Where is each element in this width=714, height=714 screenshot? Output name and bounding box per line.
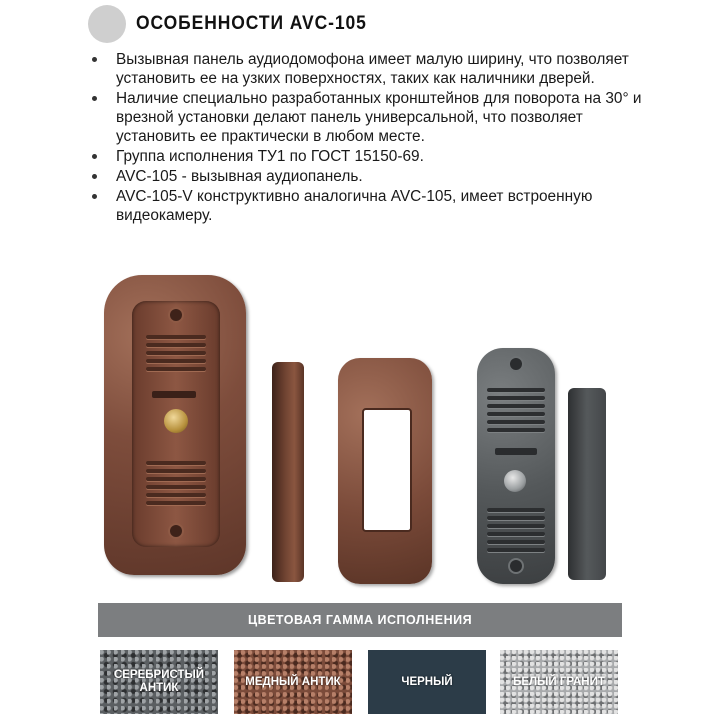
feature-text: Вызывная панель аудиодомофона имеет малую ширину, что позволяет установить ее на узких поверхностях, таких как наличники дверей. bbox=[116, 51, 629, 87]
gray-panel-side-image bbox=[568, 388, 606, 580]
mounting-bracket-image bbox=[338, 358, 432, 584]
list-item bbox=[92, 50, 652, 88]
brand-plate bbox=[152, 391, 196, 398]
swatch-copper-antique bbox=[234, 650, 352, 714]
gray-panel-front-image bbox=[477, 348, 555, 584]
feature-text: AVC-105-V конструктивно аналогична AVC-105, имеет встроенную видеокамеру. bbox=[116, 188, 593, 224]
bronze-panel-side-image bbox=[272, 362, 304, 582]
list-item bbox=[92, 167, 652, 186]
list-item bbox=[92, 187, 652, 225]
page-title: ОСОБЕННОСТИ AVC-105 bbox=[136, 13, 367, 34]
call-button-icon bbox=[164, 409, 188, 433]
swatch-white-granite bbox=[500, 650, 618, 714]
swatch-label: ЧЕРНЫЙ bbox=[401, 675, 453, 688]
panel-face bbox=[132, 301, 220, 547]
swatch-silver-antique bbox=[100, 650, 218, 714]
speaker-grille bbox=[487, 388, 545, 436]
swatch-black bbox=[368, 650, 486, 714]
speaker-grille bbox=[146, 335, 206, 375]
list-item bbox=[92, 147, 652, 166]
feature-text: Наличие специально разработанных кронштейнов для поворота на 30° и врезной установки делают панель универсальной, что позволяет установить ее практически в любом месте. bbox=[116, 90, 642, 145]
screw-icon bbox=[170, 309, 182, 321]
screw-icon bbox=[170, 525, 182, 537]
section-header bbox=[88, 4, 387, 44]
swatch-label: СЕРЕБРИСТЫЙ АНТИК bbox=[113, 669, 205, 694]
bullet-icon bbox=[92, 154, 97, 159]
microphone-grille bbox=[146, 461, 206, 509]
color-range-header bbox=[98, 603, 622, 637]
feature-text: AVC-105 - вызывная аудиопанель. bbox=[116, 168, 363, 185]
bullet-icon bbox=[92, 174, 97, 179]
screw-icon bbox=[510, 358, 522, 370]
features-list bbox=[92, 50, 652, 226]
color-range-title: ЦВЕТОВАЯ ГАММА ИСПОЛНЕНИЯ bbox=[247, 613, 473, 627]
call-button-icon bbox=[504, 470, 526, 492]
swatch-label: БЕЛЫЙ ГРАНИТ bbox=[513, 675, 605, 688]
bullet-icon bbox=[92, 194, 97, 199]
list-item bbox=[92, 89, 652, 146]
feature-text: Группа исполнения ТУ1 по ГОСТ 15150-69. bbox=[116, 148, 424, 165]
brand-plate bbox=[495, 448, 537, 455]
circle-bullet-icon bbox=[88, 5, 126, 43]
swatch-label: МЕДНЫЙ АНТИК bbox=[245, 675, 341, 688]
bullet-icon bbox=[92, 57, 97, 62]
screw-icon bbox=[510, 560, 522, 572]
bracket-cutout bbox=[362, 408, 412, 532]
microphone-grille bbox=[487, 508, 545, 556]
bullet-icon bbox=[92, 96, 97, 101]
bronze-panel-front-image bbox=[104, 275, 246, 575]
